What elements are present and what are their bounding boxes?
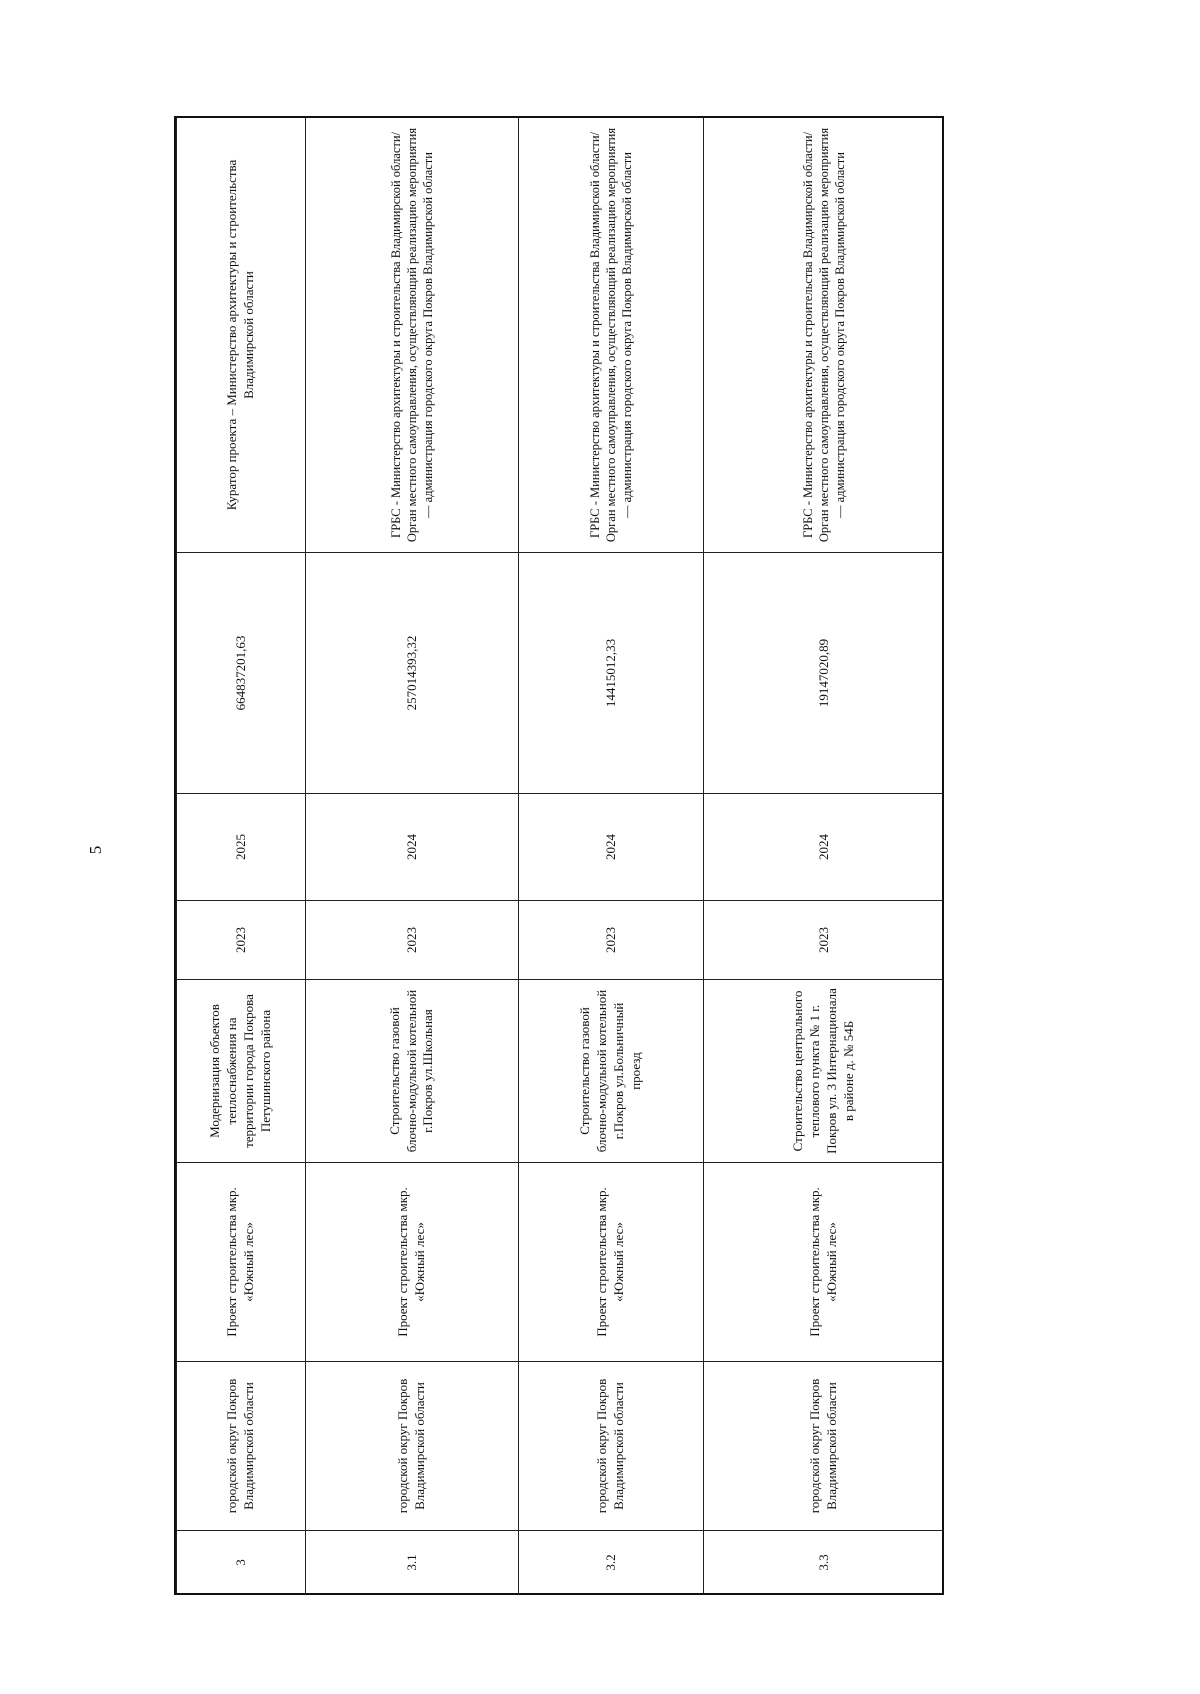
end-year-cell: 2024 <box>519 794 704 901</box>
page-number: 5 <box>86 845 105 855</box>
municipality-cell: городской округ Покров Владимирской области <box>519 1362 704 1531</box>
end-year-cell: 2025 <box>177 794 306 901</box>
cost-cell: 14415012,33 <box>519 553 704 794</box>
start-year-cell: 2023 <box>177 901 306 980</box>
project-cell: Проект строительства мкр. «Южный лес» <box>177 1163 306 1362</box>
project-table <box>176 117 944 1595</box>
object-cell: Строительство центрального теплового пункта № 1 г. Покров ул. 3 Интернационала в районе д. № 54Б <box>704 980 945 1163</box>
responsible-cell: ГРБС - Министерство архитектуры и строительства Владимирской области/ Орган местного самоуправления, осуществляющий реализацию мероприятия — администрация городского округа Покров Владимирской области <box>704 118 945 553</box>
object-cell: Модернизация объектов теплоснабжения на территории города Покрова Петушинского района <box>177 980 306 1163</box>
cost-cell: 664837201,63 <box>177 553 306 794</box>
cost-cell: 257014393,32 <box>306 553 519 794</box>
start-year-cell: 2023 <box>306 901 519 980</box>
end-year-cell: 2024 <box>306 794 519 901</box>
municipality-cell: городской округ Покров Владимирской области <box>306 1362 519 1531</box>
object-cell: Строительство газовой блочно-модульной котельной г.Покров ул.Больничный проезд <box>519 980 704 1163</box>
cost-cell: 19147020,89 <box>704 553 945 794</box>
responsible-cell: Куратор проекта – Министерство архитектуры и строительства Владимирской области <box>177 118 306 553</box>
responsible-cell: ГРБС - Министерство архитектуры и строительства Владимирской области/ Орган местного самоуправления, осуществляющий реализацию мероприятия — администрация городского округа Покров Владимирской области <box>519 118 704 553</box>
table-row <box>306 118 519 1595</box>
project-table-rotated <box>176 118 944 1595</box>
table-row <box>177 118 306 1595</box>
row-number: 3 <box>177 1531 306 1595</box>
row-number: 3.2 <box>519 1531 704 1595</box>
project-cell: Проект строительства мкр. «Южный лес» <box>704 1163 945 1362</box>
municipality-cell: городской округ Покров Владимирской области <box>177 1362 306 1531</box>
project-table-frame <box>174 116 944 1595</box>
project-cell: Проект строительства мкр. «Южный лес» <box>306 1163 519 1362</box>
start-year-cell: 2023 <box>519 901 704 980</box>
start-year-cell: 2023 <box>704 901 945 980</box>
row-number: 3.1 <box>306 1531 519 1595</box>
municipality-cell: городской округ Покров Владимирской области <box>704 1362 945 1531</box>
row-number: 3.3 <box>704 1531 945 1595</box>
table-row <box>519 118 704 1595</box>
object-cell: Строительство газовой блочно-модульной котельной г.Покров ул.Школьная <box>306 980 519 1163</box>
table-row <box>704 118 945 1595</box>
project-cell: Проект строительства мкр. «Южный лес» <box>519 1163 704 1362</box>
responsible-cell: ГРБС - Министерство архитектуры и строительства Владимирской области/ Орган местного самоуправления, осуществляющий реализацию мероприятия — администрация городского округа Покров Владимирской области <box>306 118 519 553</box>
end-year-cell: 2024 <box>704 794 945 901</box>
